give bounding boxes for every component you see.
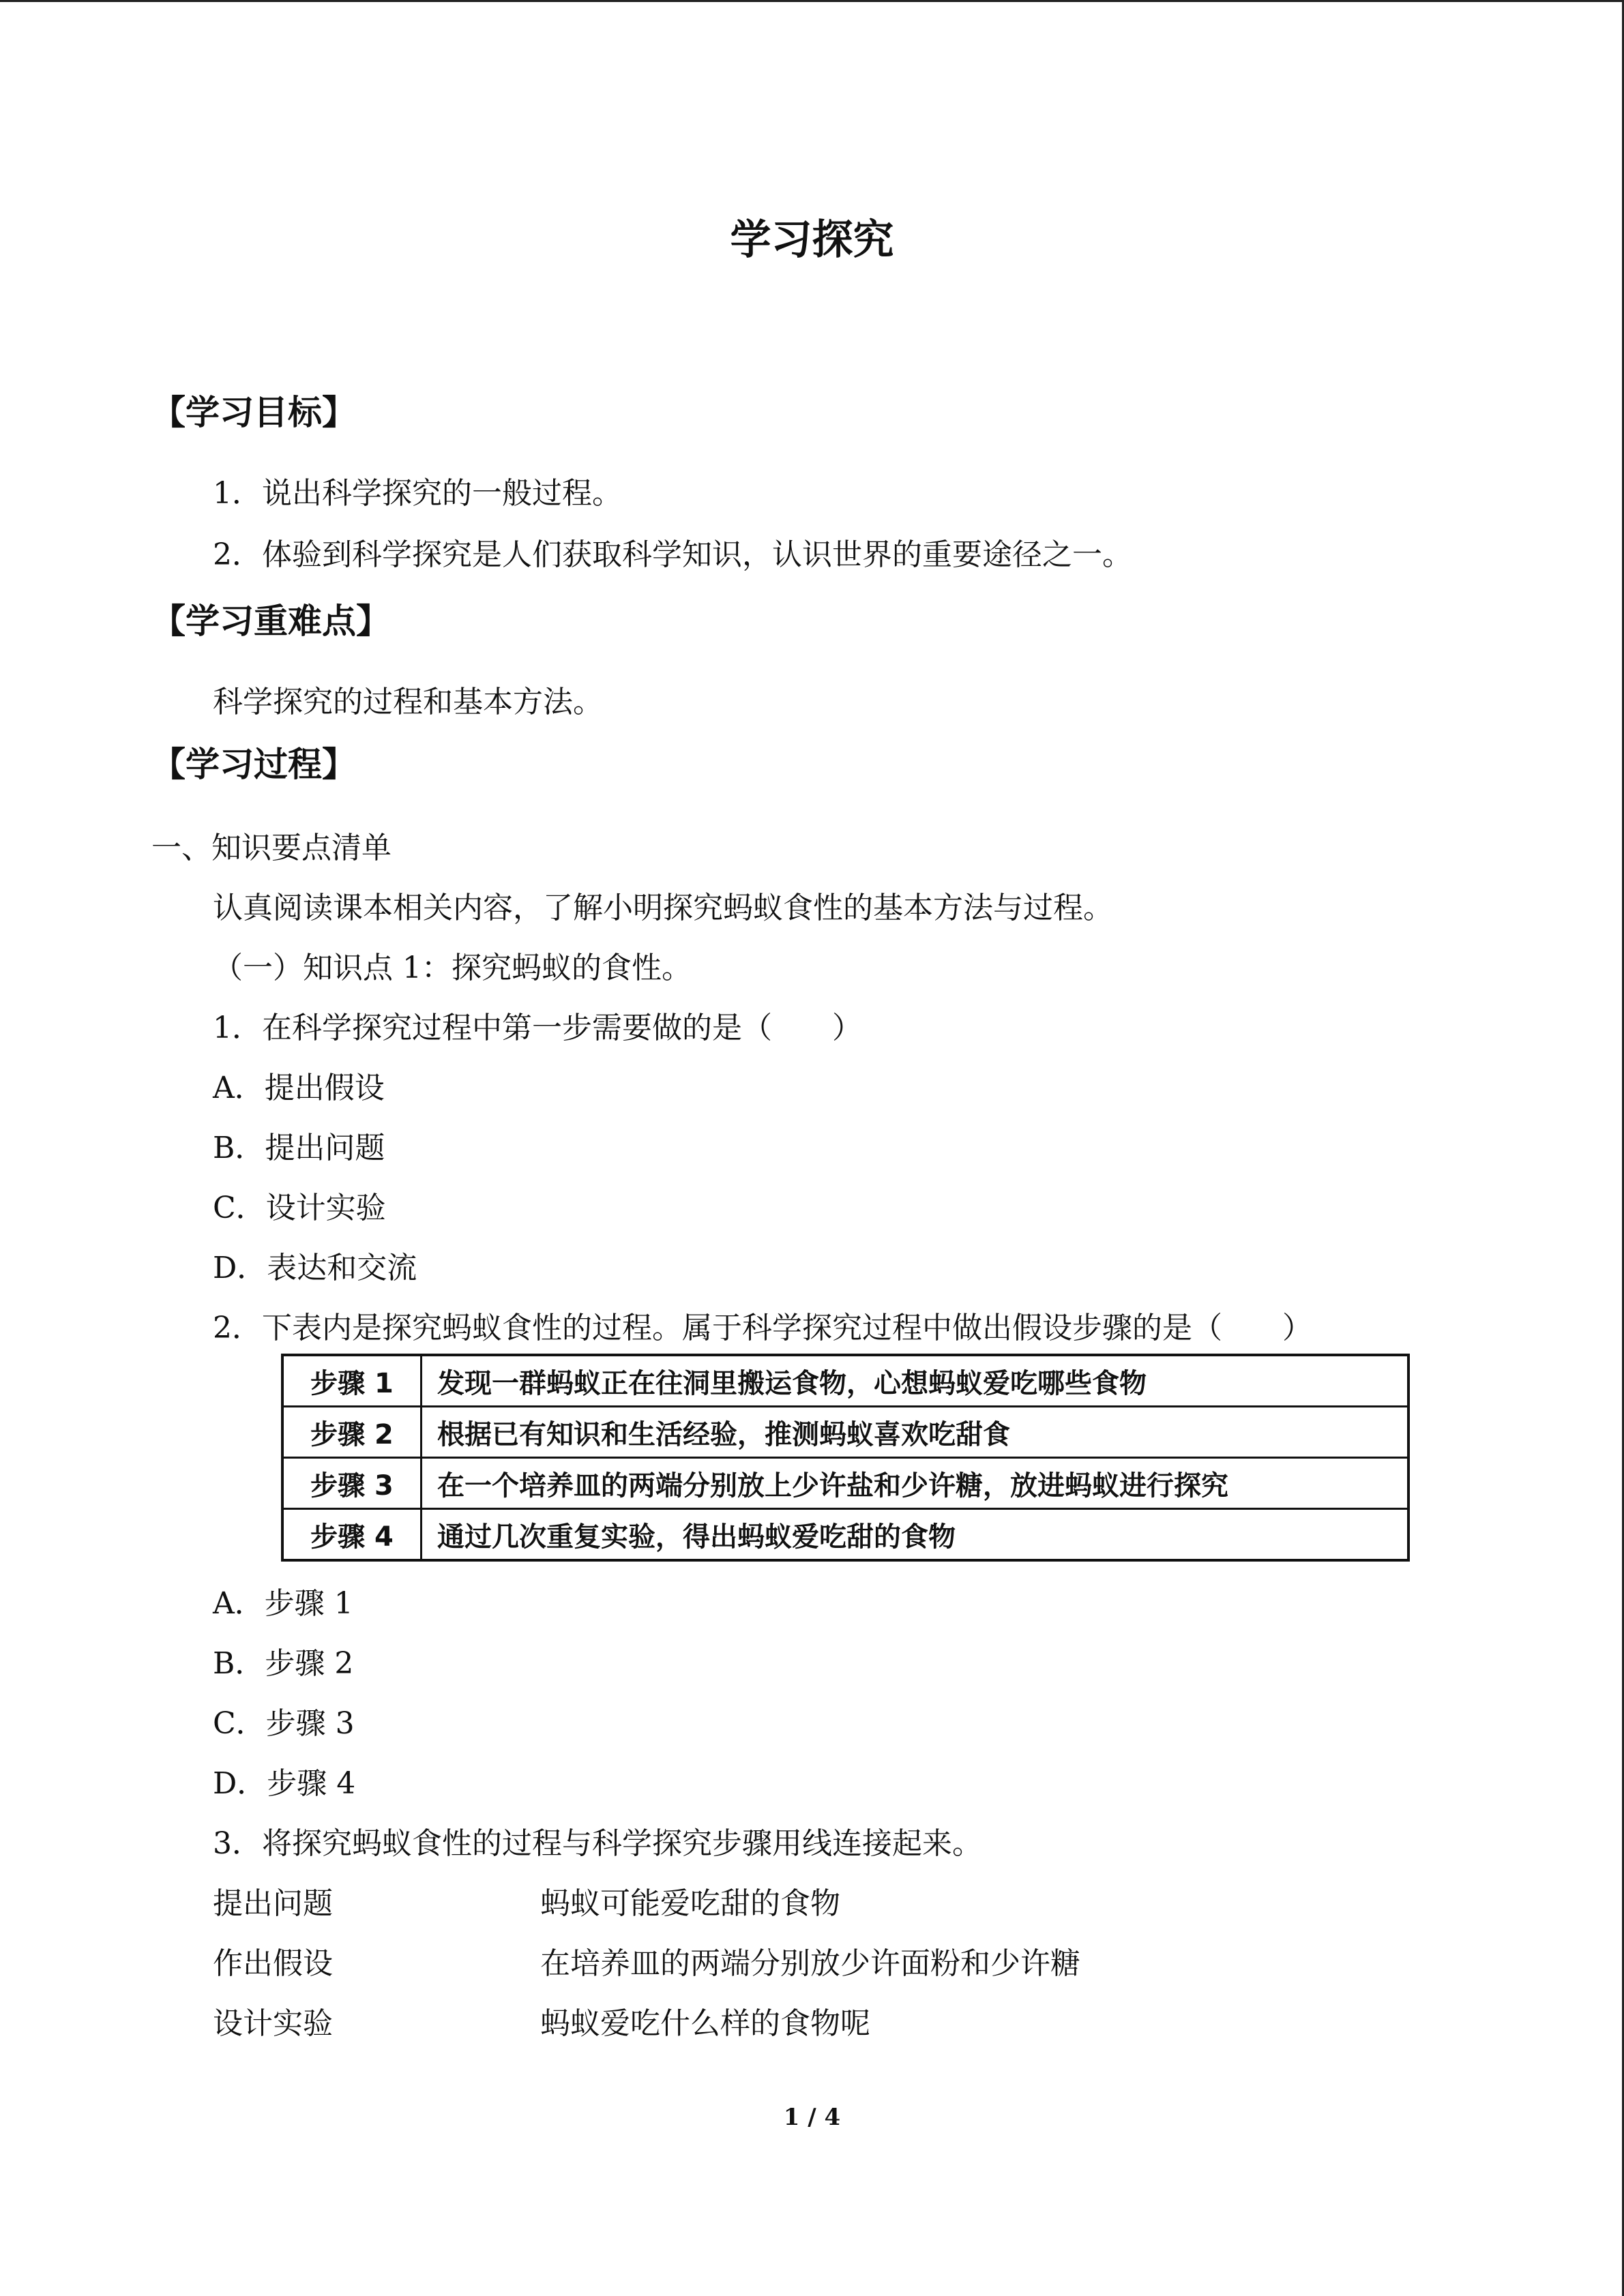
question-2-option-b: B．步骤 2 [213, 1646, 354, 1681]
key-points-text: 科学探究的过程和基本方法。 [213, 685, 603, 719]
knowledge-point-1: （一）知识点 1：探究蚂蚁的食性。 [213, 951, 692, 985]
match-left-item: 作出假设 [213, 1946, 333, 1981]
key-points-heading: 【学习重难点】 [151, 601, 390, 641]
match-right-item: 蚂蚁可能爱吃甜的食物 [540, 1886, 840, 1921]
step-description: 根据已有知识和生活经验，推测蚂蚁喜欢吃甜食 [422, 1407, 1409, 1458]
step-description: 发现一群蚂蚁正在往洞里搬运食物，心想蚂蚁爱吃哪些食物 [422, 1355, 1409, 1407]
question-2-option-c: C．步骤 3 [213, 1706, 355, 1741]
steps-table [281, 1354, 1410, 1562]
objective-item-2: 2．体验到科学探究是人们获取科学知识，认识世界的重要途径之一。 [213, 537, 1132, 572]
step-label: 步骤 1 [282, 1355, 422, 1407]
question-2-option-d: D．步骤 4 [213, 1766, 356, 1801]
question-1-stem: 1．在科学探究过程中第一步需要做的是（ ） [213, 1011, 862, 1045]
objective-item-1: 1．说出科学探究的一般过程。 [213, 476, 622, 511]
question-2-stem: 2．下表内是探究蚂蚁食性的过程。属于科学探究过程中做出假设步骤的是（ ） [213, 1311, 1312, 1345]
question-3-stem: 3．将探究蚂蚁食性的过程与科学探究步骤用线连接起来。 [213, 1826, 982, 1861]
question-1-option-c: C．设计实验 [213, 1191, 386, 1225]
step-description: 在一个培养皿的两端分别放上少许盐和少许糖，放进蚂蚁进行探究 [422, 1458, 1409, 1509]
match-right-item: 蚂蚁爱吃什么样的食物呢 [540, 2006, 870, 2041]
objectives-heading: 【学习目标】 [151, 393, 356, 432]
table-row [282, 1407, 1408, 1458]
match-right-item: 在培养皿的两端分别放少许面粉和少许糖 [540, 1946, 1080, 1981]
page-border-top [0, 0, 1624, 2]
page-number: 1 / 4 [783, 2104, 841, 2131]
question-1-option-d: D．表达和交流 [213, 1251, 417, 1285]
part1-title: 一、知识要点清单 [151, 831, 392, 865]
step-label: 步骤 4 [282, 1509, 422, 1561]
question-1-option-a: A．提出假设 [213, 1071, 385, 1105]
match-left-item: 提出问题 [213, 1886, 333, 1921]
table-row [282, 1458, 1408, 1509]
match-left-item: 设计实验 [213, 2006, 333, 2041]
question-2-option-a: A．步骤 1 [213, 1586, 353, 1621]
step-label: 步骤 3 [282, 1458, 422, 1509]
process-heading: 【学习过程】 [151, 745, 356, 784]
table-row [282, 1509, 1408, 1561]
table-row [282, 1355, 1408, 1407]
step-description: 通过几次重复实验，得出蚂蚁爱吃甜的食物 [422, 1509, 1409, 1561]
process-intro: 认真阅读课本相关内容，了解小明探究蚂蚁食性的基本方法与过程。 [213, 891, 1113, 925]
question-1-option-b: B．提出问题 [213, 1131, 385, 1165]
page-title: 学习探究 [730, 216, 894, 264]
step-label: 步骤 2 [282, 1407, 422, 1458]
